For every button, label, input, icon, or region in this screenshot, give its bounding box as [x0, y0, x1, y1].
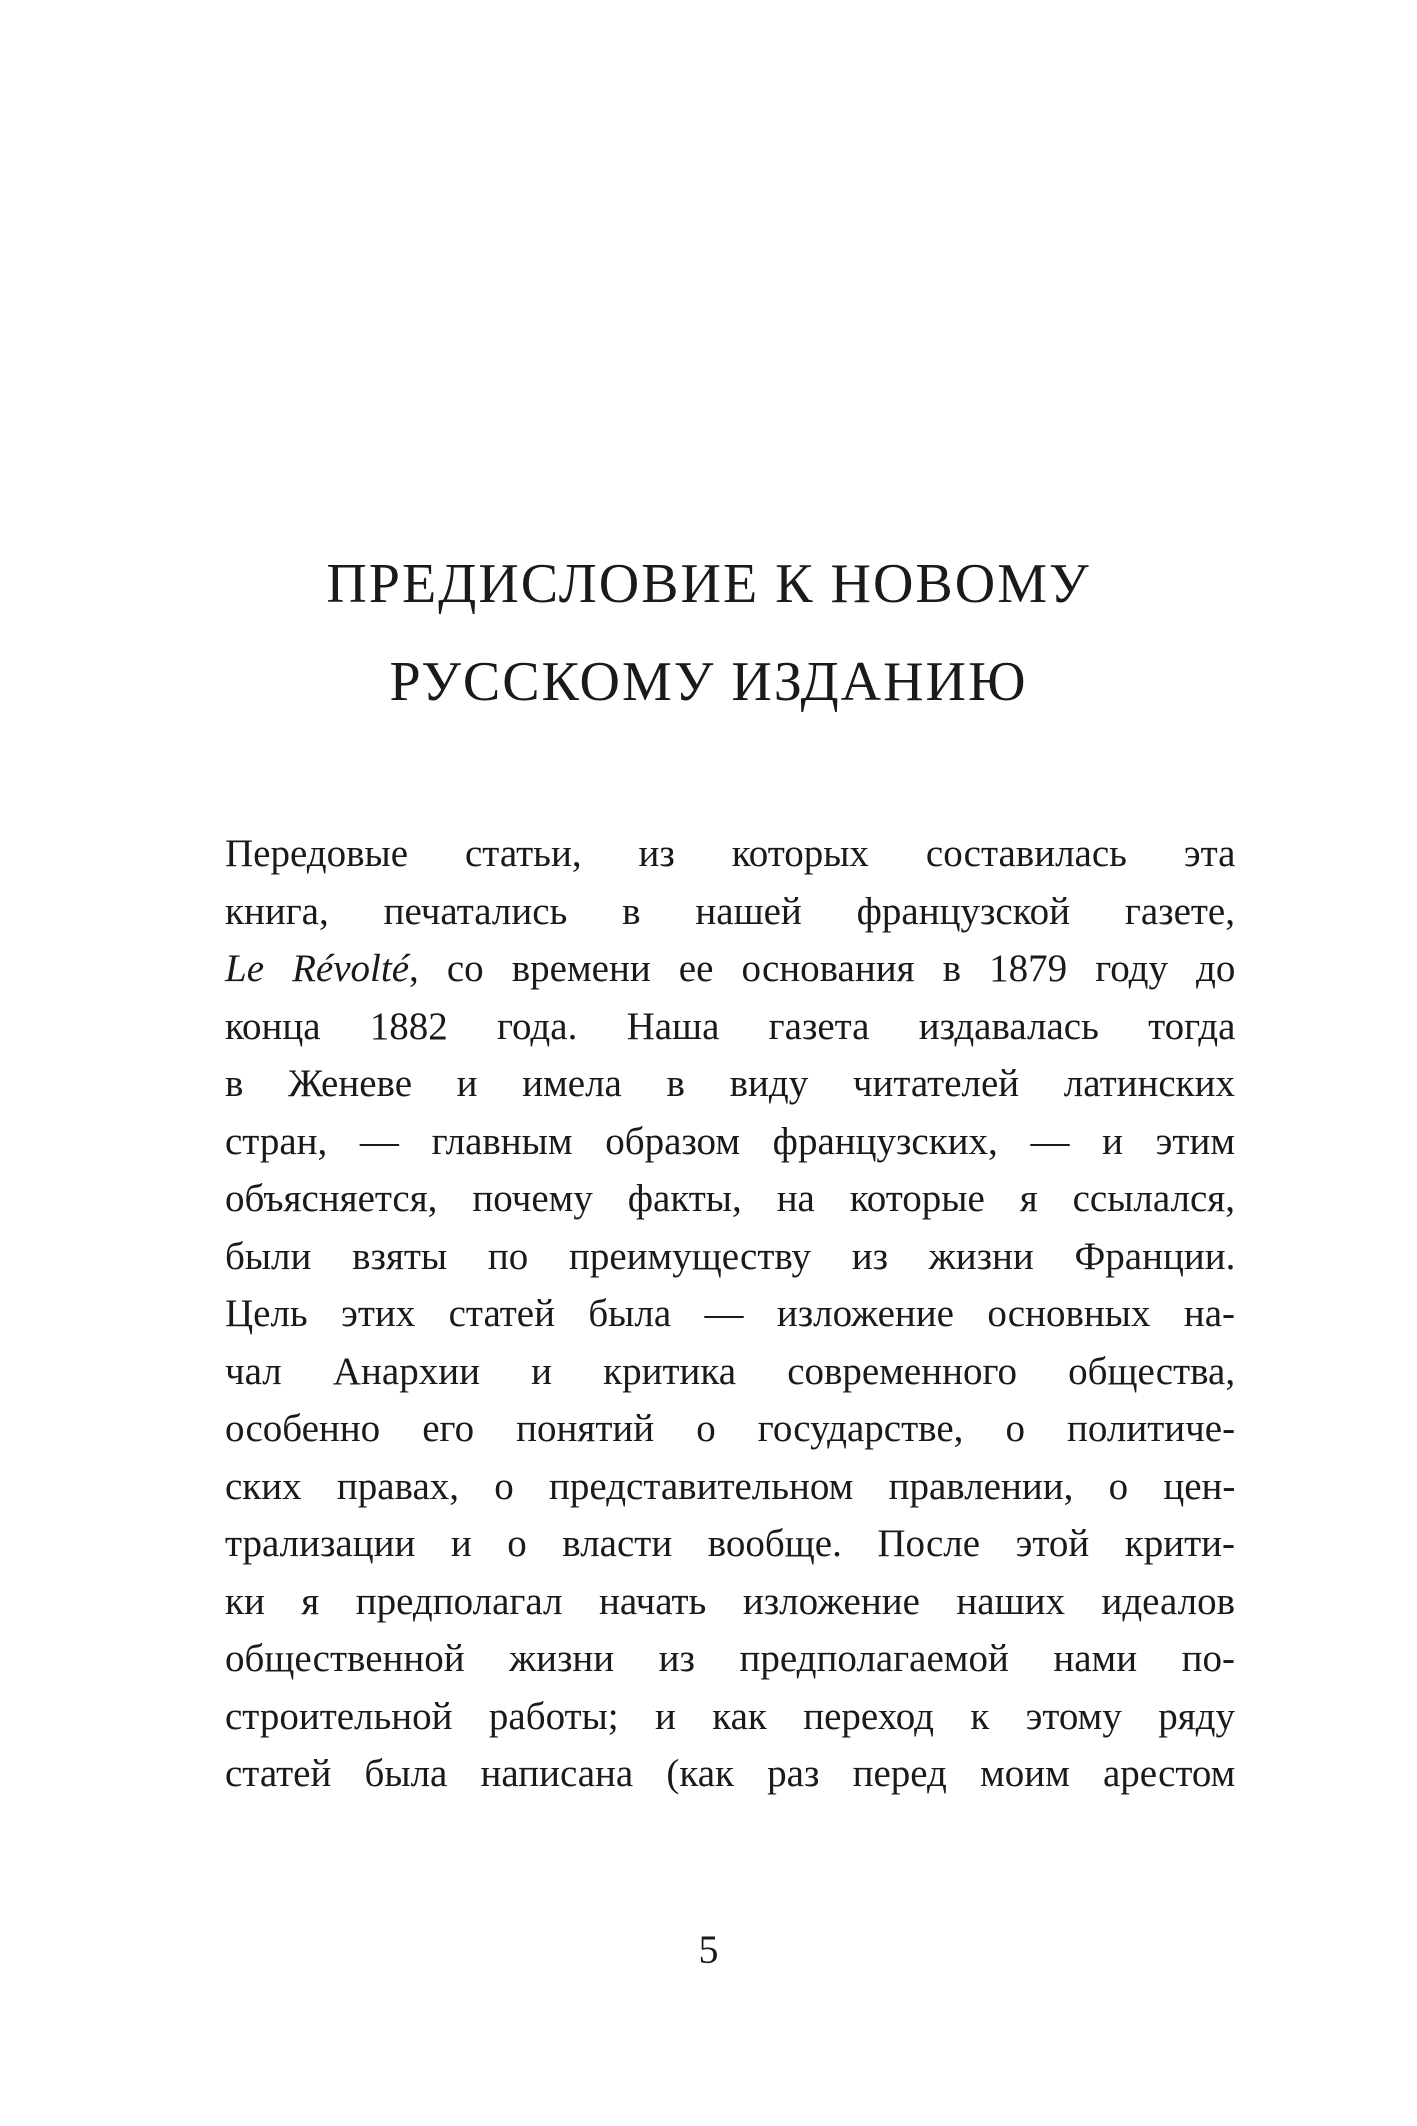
text-line: особенно его понятий о государстве, о политиче-	[225, 1407, 1236, 1450]
page-number: 5	[698, 1927, 719, 1972]
text-line: Цель этих статей была — изложение основных на-	[225, 1292, 1235, 1335]
text-line-continuation: , со времени ее основания в 1879 году до	[409, 947, 1236, 990]
text-line: в Женеве и имела в виду читателей латинских	[225, 1062, 1235, 1105]
text-line: общественной жизни из предполагаемой нами по-	[225, 1637, 1236, 1680]
text-line: объясняется, почему факты, на которые я ссылался,	[225, 1177, 1235, 1220]
text-line: строительной работы; и как переход к этому ряду	[225, 1694, 1235, 1738]
text-line: статей была написана (как раз перед моим арестом	[225, 1752, 1236, 1795]
text-line: ки я предполагал начать изложение наших идеалов	[225, 1579, 1235, 1623]
text-line: чал Анархии и критика современного общества,	[225, 1349, 1236, 1393]
body-paragraph	[225, 825, 1235, 1803]
newspaper-title: Le Révolté	[225, 947, 410, 990]
text-line: трализации и о власти вообще. После этой крити-	[225, 1522, 1235, 1565]
text-line	[225, 940, 1235, 998]
text-line: были взяты по преимуществу из жизни Франции.	[225, 1234, 1236, 1278]
text-line: книга, печатались в нашей французской газете,	[225, 889, 1235, 933]
chapter-title	[0, 535, 1417, 731]
text-line: стран, — главным образом французских, — и этим	[225, 1119, 1235, 1163]
chapter-title-line-1: ПРЕДИСЛОВИЕ К НОВОМУ	[326, 553, 1091, 615]
text-line: Передовые статьи, из которых составилась эта	[225, 832, 1236, 875]
chapter-title-line-2: РУССКОМУ ИЗДАНИЮ	[389, 651, 1028, 713]
text-line: ских правах, о представительном правлении, о цен-	[225, 1464, 1236, 1508]
text-line: конца 1882 года. Наша газета издавалась тогда	[225, 1004, 1236, 1048]
